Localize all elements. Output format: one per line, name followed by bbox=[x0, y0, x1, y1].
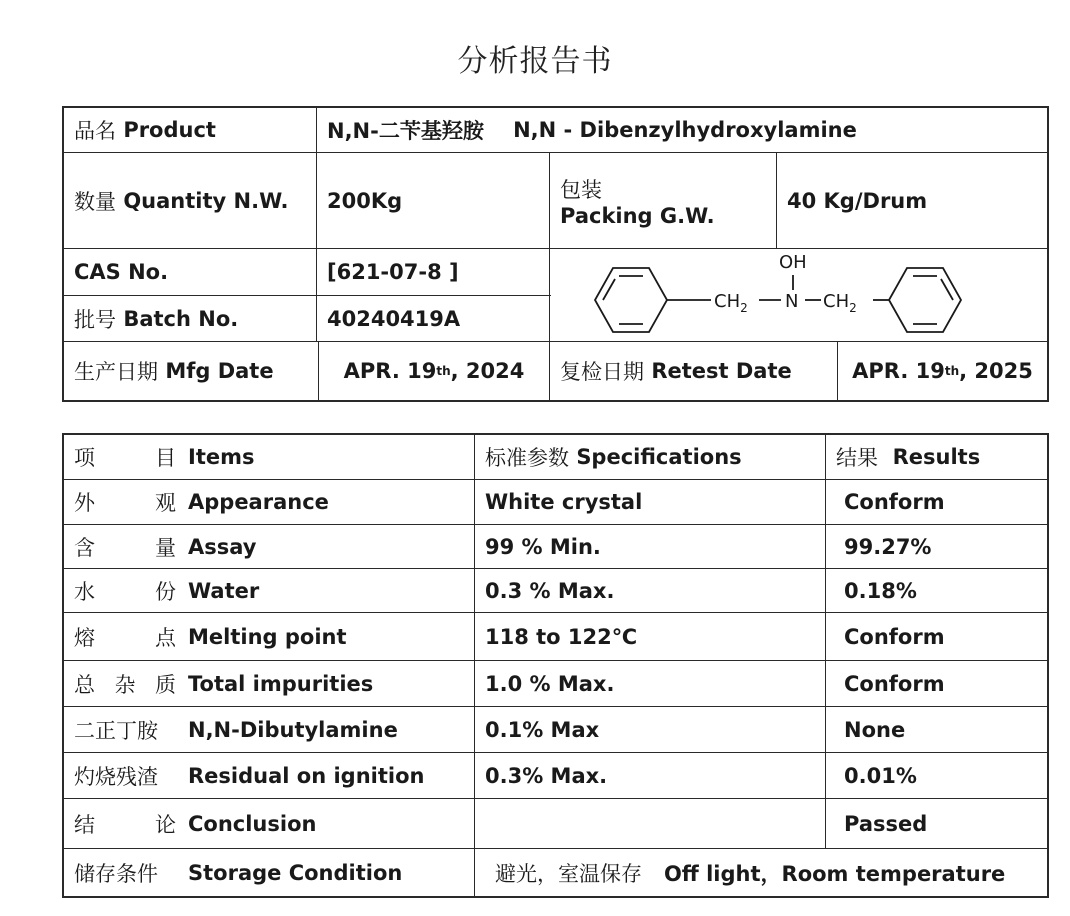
quantity-value: 200Kg bbox=[327, 188, 403, 213]
table-row-item: 含 量 Assay bbox=[74, 534, 257, 560]
results-header: 结果 Results bbox=[836, 445, 981, 470]
table-row-spec: 0.3% Max. bbox=[485, 763, 608, 788]
table-row-result: 0.01% bbox=[844, 763, 917, 788]
table-row-item: 总 杂 质 Total impurities bbox=[74, 671, 374, 697]
table-row-item: 外 观 Appearance bbox=[74, 490, 329, 515]
table-row-item: 熔 点 Melting point bbox=[74, 624, 347, 650]
items-header: 项 目 Items bbox=[74, 445, 255, 470]
chemical-structure bbox=[551, 248, 1047, 341]
storage-value: 避光，室温保存 Off light，Room temperature bbox=[495, 861, 1006, 886]
cas-label: CAS No. bbox=[74, 260, 169, 284]
table-row-result: Conform bbox=[844, 490, 945, 514]
structure-n: N bbox=[785, 291, 799, 312]
table-row-result: Conform bbox=[844, 624, 945, 649]
table-row-spec: 99 % Min. bbox=[485, 534, 601, 559]
table-row-spec bbox=[475, 799, 825, 848]
product-label: 品名 Product bbox=[74, 118, 216, 143]
batch-label: 批号 Batch No. bbox=[74, 306, 239, 332]
storage-label: 储存条件 Storage Condition bbox=[74, 860, 403, 886]
table-row-item: 结 论 Conclusion bbox=[74, 811, 317, 837]
table-row-spec: 118 to 122℃ bbox=[485, 624, 638, 649]
specifications-header: 标准参数 Specifications bbox=[485, 445, 742, 470]
table-row-item: 水 份 Water bbox=[74, 578, 260, 604]
mfg-date-value: APR. 19 th , 2024 bbox=[343, 359, 525, 383]
retest-date-label: 复检日期 Retest Date bbox=[560, 359, 792, 384]
table-row-item: 灼烧残渣 Residual on ignition bbox=[74, 763, 425, 789]
table-row-item: 二正丁胺 N,N-Dibutylamine bbox=[74, 717, 398, 743]
table-row-spec: 1.0 % Max. bbox=[485, 671, 615, 696]
cas-value: [621-07-8 ] bbox=[327, 260, 459, 284]
packing-value: 40 Kg/Drum bbox=[787, 188, 928, 213]
packing-label-en: Packing G.W. bbox=[560, 203, 715, 228]
table-row-result: 99.27% bbox=[844, 534, 932, 559]
table-row-result: Passed bbox=[844, 811, 928, 836]
packing-label-zh: 包装 bbox=[560, 177, 602, 202]
retest-date-value: APR. 19 th , 2025 bbox=[852, 359, 1033, 383]
table-row-result: None bbox=[844, 717, 906, 742]
packing-label bbox=[550, 153, 776, 248]
structure-ch2-right: $CH_2$ bbox=[823, 291, 857, 315]
structure-oh: OH bbox=[779, 252, 807, 273]
structure-ch2-left: $CH_2$ bbox=[714, 291, 748, 315]
mfg-date-label: 生产日期 Mfg Date bbox=[74, 359, 274, 384]
batch-value: 40240419A bbox=[327, 306, 461, 331]
table-row-spec: 0.3 % Max. bbox=[485, 578, 615, 603]
quantity-label: 数量 Quantity N.W. bbox=[74, 188, 289, 214]
table-row-result: 0.18% bbox=[844, 578, 917, 603]
table-row-spec: 0.1% Max bbox=[485, 717, 600, 742]
document-title: 分析报告书 bbox=[457, 44, 613, 79]
table-row-spec: White crystal bbox=[485, 490, 643, 514]
table-row-result: Conform bbox=[844, 671, 945, 696]
product-value: N,N-二苄基羟胺 N,N - Dibenzylhydroxylamine bbox=[327, 118, 857, 143]
